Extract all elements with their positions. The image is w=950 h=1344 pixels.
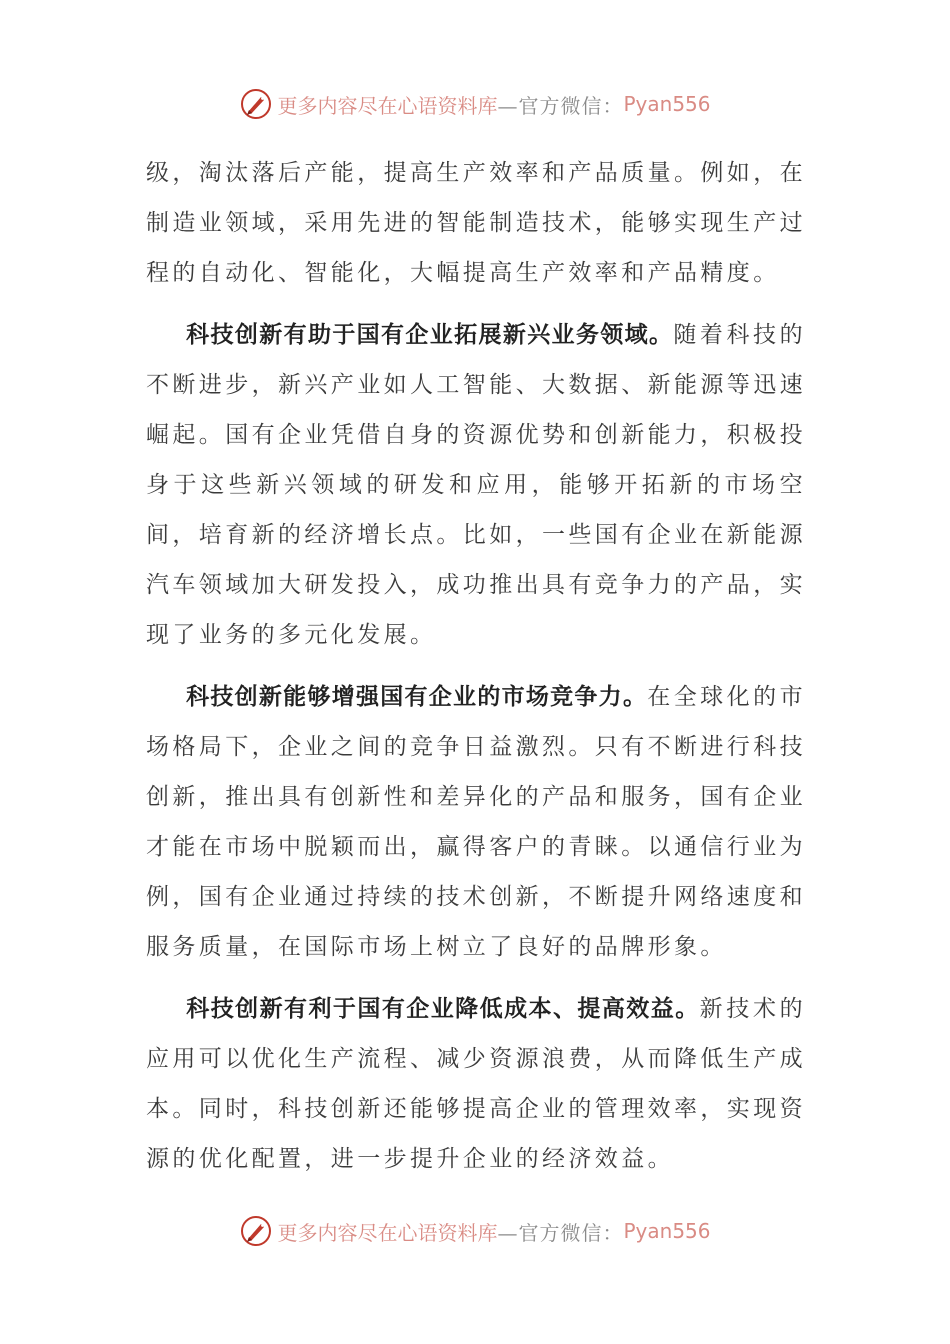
paragraph-text: 随着科技的不断进步，新兴产业如人工智能、大数据、新能源等迅速崛起。国有企业凭借自身的资源优势和创新能力，积极投身于这些新兴领域的研发和应用，能够开拓新的市场空间，培育新的经济增长点。比如，一些国有企业在新能源汽车领域加大研发投入，成功推出具有竞争力的产品，实现了业务的多元化发展。 xyxy=(146,322,807,648)
paragraph-heading: 科技创新能够增强国有企业的市场竞争力。 xyxy=(186,684,648,710)
paragraph-text: 在全球化的市场格局下，企业之间的竞争日益激烈。只有不断进行科技创新，推出具有创新性和差异化的产品和服务，国有企业才能在市场中脱颖而出，赢得客户的青睐。以通信行业为例，国有企业通过持续的技术创新，不断提升网络速度和服务质量，在国际市场上树立了良好的品牌形象。 xyxy=(146,684,806,960)
pen-nib-logo-icon xyxy=(239,87,273,121)
watermark-lead-text: 更多内容尽在心语资料库 xyxy=(277,1220,498,1245)
pen-nib-logo-icon xyxy=(239,1214,273,1248)
paragraph-heading: 科技创新有利于国有企业降低成本、提高效益。 xyxy=(186,996,700,1022)
paragraph-continuation xyxy=(146,148,806,298)
paragraph-text: 新技术的应用可以优化生产流程、减少资源浪费，从而降低生产成本。同时，科技创新还能够提高企业的管理效率，实现资源的优化配置，进一步提升企业的经济效益。 xyxy=(146,996,806,1172)
paragraph-emerging-business xyxy=(146,310,806,660)
watermark-lead-text: 更多内容尽在心语资料库 xyxy=(277,93,498,118)
paragraph-cost-efficiency xyxy=(146,984,806,1184)
paragraph-heading: 科技创新有助于国有企业拓展新兴业务领域。 xyxy=(186,322,674,348)
watermark-wechat-id: Pyan556 xyxy=(623,92,711,116)
watermark-wechat-label: —官方微信： xyxy=(497,93,624,118)
watermark-wechat-id: Pyan556 xyxy=(623,1219,711,1243)
watermark-wechat-label: —官方微信： xyxy=(497,1220,624,1245)
document-body xyxy=(146,148,806,1184)
footer-watermark xyxy=(0,1211,950,1251)
paragraph-competitiveness xyxy=(146,672,806,972)
header-watermark xyxy=(0,84,950,124)
paragraph-text: 级，淘汰落后产能，提高生产效率和产品质量。例如，在制造业领域，采用先进的智能制造技术，能够实现生产过程的自动化、智能化，大幅提高生产效率和产品精度。 xyxy=(146,160,806,286)
